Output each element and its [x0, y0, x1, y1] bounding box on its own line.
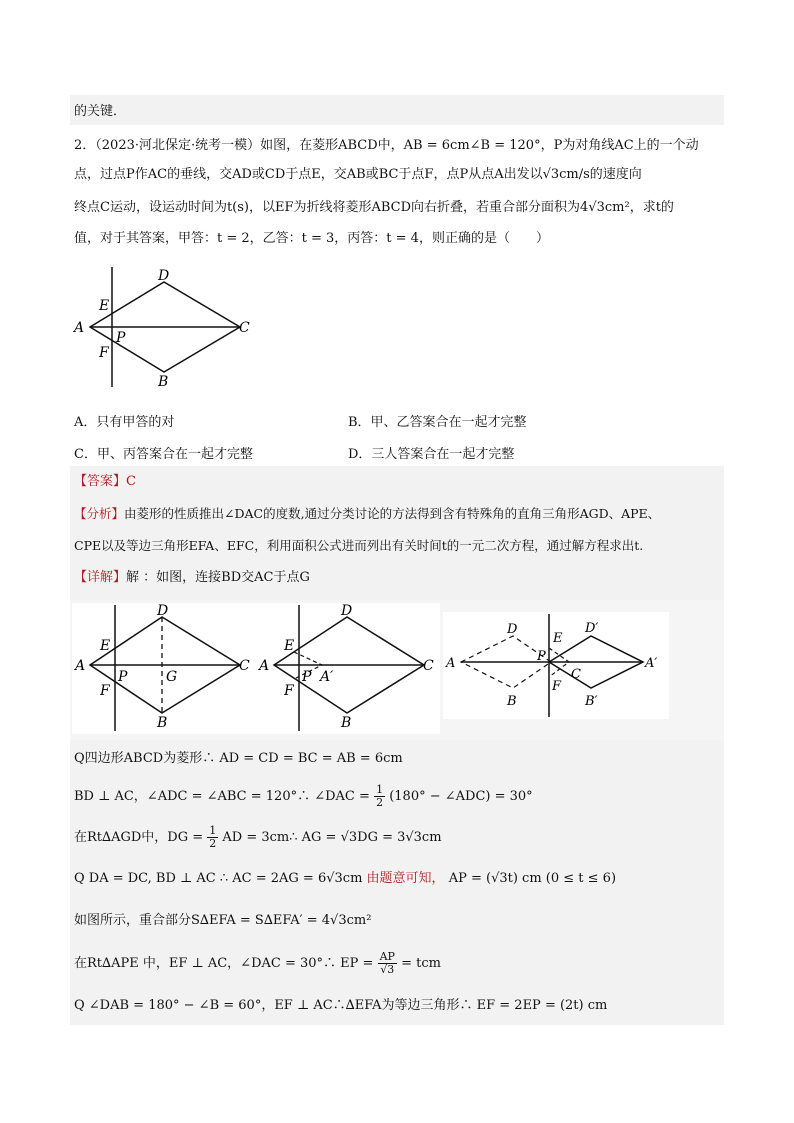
step-2-fraction: $\frac{1}{2}$ [376, 783, 384, 809]
svg-text:E: E [284, 638, 295, 654]
svg-text:B: B [341, 715, 352, 731]
step-1: Q四边形ABCD为菱形∴ AD = CD = BC = AB = 6cm [74, 751, 403, 766]
option-d: D．三人答案合在一起才完整 [348, 447, 515, 462]
band-top [70, 95, 724, 125]
svg-text:A: A [446, 656, 456, 671]
svg-text:B: B [157, 715, 168, 731]
step-4-text-c: AP = (√3t) cm (0 ≤ t ≤ 6) [448, 871, 617, 886]
svg-text:F: F [552, 679, 562, 694]
svg-text:B′: B′ [585, 694, 598, 709]
svg-text:G: G [166, 669, 178, 685]
question-line-1: 2．（2023·河北保定·统考一模）如图，在菱形ABCD中，AB = 6cm∠B = 120°，P为对角线AC上的一个动 [74, 138, 699, 153]
step-2-text-a: BD ⊥ AC，∠ADC = ∠ABC = 120°∴ ∠DAC = [74, 789, 370, 804]
svg-text:D′: D′ [585, 621, 599, 636]
label-f: F [99, 345, 109, 361]
svg-text:E: E [100, 638, 111, 654]
svg-text:C: C [239, 658, 250, 674]
svg-text:E: E [553, 631, 563, 646]
svg-text:B: B [507, 694, 517, 709]
step-3 [74, 824, 442, 852]
step-2 [74, 783, 533, 811]
analysis-tag: 【分析】 [74, 506, 125, 521]
step-6 [74, 949, 441, 979]
svg-text:P: P [537, 649, 546, 664]
svg-text:P: P [302, 669, 312, 685]
step-2-text-b: (180° − ∠ADC) = 30° [389, 789, 533, 804]
step-5: 如图所示，重合部分S∆EFA = S∆EFA′ = 4√3cm² [74, 913, 372, 928]
detail-intro: 解 ：如图，连接BD交AC于点G [126, 570, 310, 585]
svg-text:D: D [507, 622, 518, 637]
analysis-line-2: CPE以及等边三角形EFA、EFC，利用面积公式进而列出有关时间t的一元二次方程，通过解方程求出t. [74, 538, 644, 553]
svg-text:A: A [75, 658, 86, 674]
question-line-3: 终点C运动，设运动时间为t(s)，以EF为折线将菱形ABCD向右折叠，若重合部分面积为4√3cm²，求t的 [74, 200, 674, 215]
solution-figure-1 [72, 603, 440, 734]
svg-text:A: A [259, 658, 270, 674]
svg-text:A′: A′ [645, 656, 658, 671]
label-b: B [158, 374, 169, 390]
option-c: C．甲、丙答案合在一起才完整 [74, 447, 253, 462]
step-4-text-a: Q DA = DC, BD ⊥ AC ∴ AC = 2AG = 6√3cm [74, 871, 363, 886]
step-6-text-a: 在Rt∆APE 中，EF ⊥ AC，∠DAC = 30°∴ EP = [74, 956, 374, 971]
svg-text:F: F [284, 683, 294, 699]
question-figure [72, 262, 262, 390]
step-3-text-a: 在Rt∆AGD中，DG = [74, 830, 204, 845]
analysis-line-1 [74, 505, 660, 523]
label-c: C [239, 320, 250, 336]
question-line-2: 点，过点P作AC的垂线，交AD或CD于点E，交AB或BC于点F，点P从点A出发以√3cm/s的速度向 [74, 167, 642, 182]
step-4-text-b: 由题意可知， [366, 871, 445, 886]
detail-line [74, 569, 310, 587]
label-p: P [116, 330, 126, 346]
svg-text:D: D [341, 603, 353, 619]
step-3-fraction: $\frac{1}{2}$ [209, 824, 217, 850]
option-a: A．只有甲答的对 [74, 415, 175, 430]
svg-text:C: C [571, 667, 581, 682]
label-d: D [158, 268, 170, 284]
step-7: Q ∠DAB = 180° − ∠B = 60°，EF ⊥ AC∴∆EFA为等边三角形∴ EF = 2EP = (2t) cm [74, 998, 608, 1013]
top-line: 的关键． [74, 104, 127, 119]
step-3-text-b: AD = 3cm∴ AG = √3DG = 3√3cm [222, 830, 442, 845]
step-6-text-b: = tcm [401, 956, 441, 971]
label-a: A [74, 320, 85, 336]
solution-figure-3 [443, 612, 669, 719]
svg-text:P: P [118, 669, 128, 685]
answer-value: C [126, 474, 136, 489]
svg-text:C: C [423, 658, 434, 674]
step-6-fraction: $\frac{AP}{√3}$ [379, 950, 395, 976]
step-4 [74, 870, 616, 888]
svg-text:A′: A′ [320, 669, 334, 685]
detail-tag: 【详解】 [74, 570, 127, 585]
question-line-4: 值，对于其答案，甲答：t = 2，乙答：t = 3，丙答：t = 4，则正确的是（ ） [74, 231, 549, 246]
analysis-text-1: 由菱形的性质推出∠DAC的度数,通过分类讨论的方法得到含有特殊角的直角三角形AGD、APE、 [124, 506, 661, 521]
svg-text:D: D [157, 603, 169, 619]
label-e: E [99, 298, 110, 314]
option-b: B．甲、乙答案合在一起才完整 [348, 415, 527, 430]
answer-tag: 【答案】 [74, 474, 127, 489]
answer-line [74, 473, 136, 491]
svg-text:F: F [100, 683, 110, 699]
